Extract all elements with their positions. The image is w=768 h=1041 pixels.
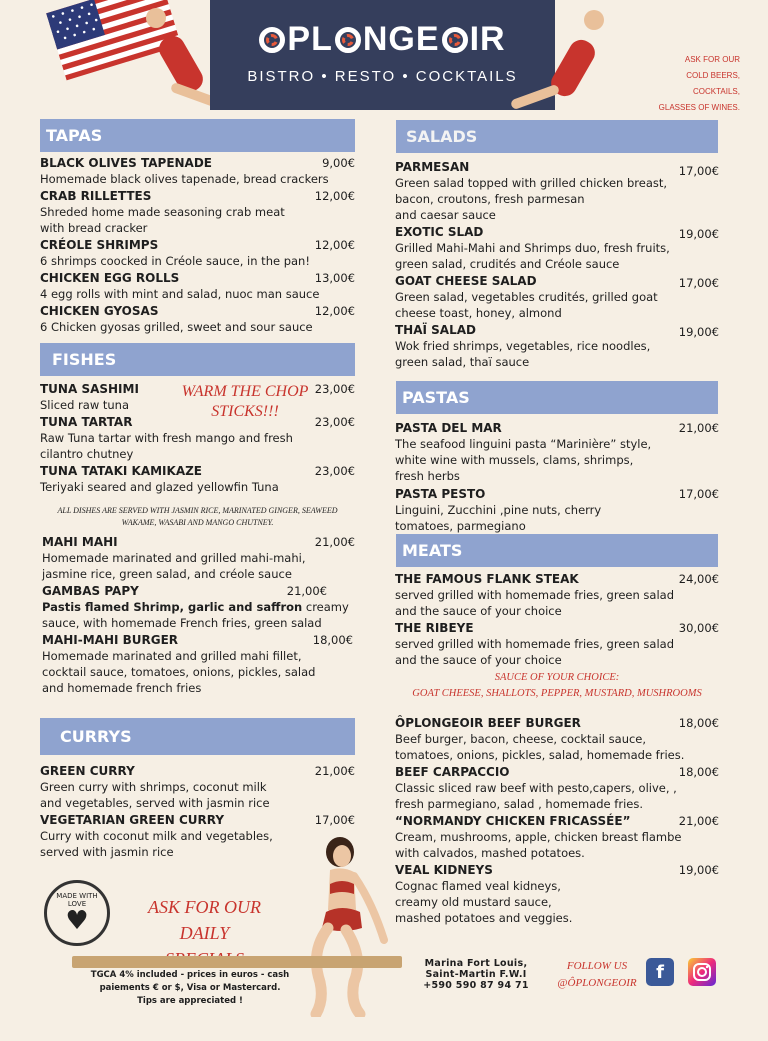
item-desc: and homemade french fries [42, 681, 202, 695]
menu-item [395, 421, 719, 484]
menu-item [395, 487, 719, 534]
item-name: VEGETARIAN GREEN CURRY [40, 813, 225, 827]
item-name: EXOTIC SLAD [395, 225, 484, 239]
item-desc: tomatoes, parmegiano [395, 519, 526, 533]
item-price: 9,00€ [322, 156, 355, 170]
section-bar-currys: CURRYS [40, 718, 355, 755]
brand-name-part: IR [469, 20, 506, 58]
item-name: THE RIBEYE [395, 621, 474, 635]
item-desc: sauce, with homemade French fries, green salad [42, 616, 322, 630]
item-desc: Cream, mushrooms, apple, chicken breast flambe [395, 830, 682, 844]
item-desc: fresh herbs [395, 469, 460, 483]
item-desc: with bread cracker [40, 221, 148, 235]
menu-item [395, 621, 719, 668]
item-price: 13,00€ [314, 271, 355, 285]
tax-note: TGCA 4% included - prices in euros - cash paiements € or $, Visa or Mastercard. Tips are appreciated ! [90, 970, 290, 1006]
item-name: CRAB RILLETTES [40, 189, 152, 203]
item-name: GREEN CURRY [40, 764, 135, 778]
section-bar-salads: SALADS [396, 120, 718, 153]
item-desc: Curry with coconut milk and vegetables, [40, 829, 273, 843]
address-block: Marina Fort Louis, Saint-Martin F.W.I +590 590 87 94 71 [423, 958, 529, 991]
menu-item [395, 572, 719, 619]
item-name: TUNA TATAKI KAMIKAZE [40, 464, 203, 478]
menu-item [40, 156, 355, 187]
menu-item [40, 633, 355, 696]
life-ring-icon [442, 27, 468, 53]
menu-item [40, 415, 355, 462]
item-name: THE FAMOUS FLANK STEAK [395, 572, 579, 586]
item-desc: Classic sliced raw beef with pesto,capers, olive, , [395, 781, 677, 795]
item-desc: cocktail sauce, tomatoes, onions, pickles, salad [42, 665, 316, 679]
section-bar-meats: MEATS [396, 534, 718, 567]
fishes-section [40, 382, 355, 696]
item-desc: Homemade marinated and grilled mahi fillet, [42, 649, 302, 663]
diver-illustration-left [140, 4, 210, 114]
item-desc: served with jasmin rice [40, 845, 174, 859]
item-desc: cilantro chutney [40, 447, 134, 461]
facebook-icon[interactable]: f [646, 958, 674, 986]
section-bar-tapas: TAPAS [40, 119, 355, 152]
item-desc: Green salad topped with grilled chicken breast, [395, 176, 668, 190]
item-desc: Green curry with shrimps, coconut milk [40, 780, 267, 794]
diving-board [72, 956, 402, 968]
item-price: 18,00€ [312, 633, 353, 647]
heart-icon: ♥ [65, 906, 89, 936]
item-price: 23,00€ [314, 415, 355, 429]
menu-item [40, 764, 355, 811]
item-desc: mashed potatoes and veggies. [395, 911, 573, 925]
item-desc: Grilled Mahi-Mahi and Shrimps duo, fresh fruits, [395, 241, 670, 255]
menu-item [395, 863, 719, 926]
item-name: PASTA PESTO [395, 487, 486, 501]
item-desc: Homemade marinated and grilled mahi-mahi, [42, 551, 306, 565]
item-price: 18,00€ [678, 765, 719, 779]
sauce-choice-note: SAUCE OF YOUR CHOICE: GOAT CHEESE, SHALLOTS, PEPPER, MUSTARD, MUSHROOMS [412, 672, 702, 699]
life-ring-icon [335, 27, 361, 53]
follow-us-note: FOLLOW US @ÔPLONGEOIR [557, 960, 637, 989]
item-name: “NORMANDY CHICKEN FRICASSÉE” [395, 814, 631, 828]
item-name: BEEF CARPACCIO [395, 765, 510, 779]
menu-item [395, 716, 719, 763]
item-desc: Teriyaki seared and glazed yellowfin Tuna [40, 480, 279, 494]
item-name: TUNA TARTAR [40, 415, 133, 429]
item-price: 12,00€ [314, 238, 355, 252]
item-name: TUNA SASHIMI [40, 382, 139, 396]
item-desc: jasmine rice, green salad, and créole sauce [42, 567, 292, 581]
item-desc: cheese toast, honey, almond [395, 306, 562, 320]
item-name: PASTA DEL MAR [395, 421, 502, 435]
item-price: 30,00€ [678, 621, 719, 635]
chopsticks-note: WARM THE CHOP STICKS!!! [181, 383, 309, 420]
menu-item [40, 535, 355, 582]
tapas-section [40, 156, 355, 335]
item-price: 21,00€ [678, 814, 719, 828]
item-price: 17,00€ [314, 813, 355, 827]
menu-item [395, 160, 719, 223]
brand-tagline: BISTRO • RESTO • COCKTAILS [247, 68, 518, 85]
menu-item [40, 304, 355, 335]
item-desc: creamy old mustard sauce, [395, 895, 552, 909]
item-desc: and vegetables, served with jasmin rice [40, 796, 270, 810]
item-desc: fresh parmegiano, salad , homemade fries. [395, 797, 643, 811]
menu-item [40, 382, 355, 413]
item-desc: Green salad, vegetables crudités, grilled goat [395, 290, 658, 304]
item-price: 12,00€ [314, 189, 355, 203]
item-desc: and the sauce of your choice [395, 653, 562, 667]
item-price: 19,00€ [678, 227, 719, 241]
item-desc: and caesar sauce [395, 208, 496, 222]
brand-name-part: PL [287, 20, 333, 58]
item-desc: Raw Tuna tartar with fresh mango and fresh [40, 431, 293, 445]
item-name: CHICKEN EGG ROLLS [40, 271, 180, 285]
menu-item [40, 584, 355, 631]
diver-illustration-right [540, 4, 610, 114]
item-name: ÔPLONGEOIR BEEF BURGER [395, 716, 581, 730]
menu-item [395, 274, 719, 321]
salads-section [395, 160, 719, 370]
menu-item [40, 238, 355, 269]
item-desc: Wok fried shrimps, vegetables, rice noodles, [395, 339, 651, 353]
item-desc: 6 Chicken gyosas grilled, sweet and sour sauce [40, 320, 313, 334]
item-desc: Sliced raw tuna [40, 398, 130, 412]
daily-specials-note: ASK FOR OUR DAILY [148, 897, 261, 943]
item-name: BLACK OLIVES TAPENADE [40, 156, 213, 170]
item-price: 17,00€ [678, 276, 719, 290]
item-name: VEAL KIDNEYS [395, 863, 493, 877]
item-desc: Cognac flamed veal kidneys, [395, 879, 561, 893]
item-desc: Beef burger, bacon, cheese, cocktail sauce, [395, 732, 647, 746]
instagram-icon[interactable] [688, 958, 716, 986]
item-desc: Pastis flamed Shrimp, garlic and saffron creamy [42, 600, 349, 614]
item-price: 12,00€ [314, 304, 355, 318]
item-desc: tomatoes, onions, pickles, salad, homemade fries. [395, 748, 685, 762]
brand-name-part: NGE [362, 20, 440, 58]
menu-item [40, 464, 355, 495]
item-price: 17,00€ [678, 487, 719, 501]
instagram-glyph [692, 962, 712, 982]
brand-header [210, 0, 555, 110]
item-price: 23,00€ [314, 382, 355, 396]
section-bar-pastas: PASTAS [396, 381, 718, 414]
made-with-love-seal: MADE WITH LOVE ♥ [44, 880, 110, 946]
item-desc: green salad, crudités and Créole sauce [395, 257, 620, 271]
item-name: MAHI-MAHI BURGER [42, 633, 179, 647]
item-price: 23,00€ [314, 464, 355, 478]
item-desc: with calvados, mashed potatoes. [395, 846, 585, 860]
ask-for-drinks-note: ASK FOR OUR COLD BEERS, COCKTAILS, GLASSES OF WINES. [658, 55, 740, 112]
item-desc: The seafood linguini pasta “Marinière” style, [395, 437, 652, 451]
item-name: GAMBAS PAPY [42, 584, 139, 598]
item-desc: served grilled with homemade fries, green salad [395, 637, 675, 651]
item-desc: white wine with mussels, clams, shrimps, [395, 453, 634, 467]
item-desc: Linguini, Zucchini ,pine nuts, cherry [395, 503, 602, 517]
item-name: CHICKEN GYOSAS [40, 304, 159, 318]
item-price: 18,00€ [678, 716, 719, 730]
item-desc: served grilled with homemade fries, green salad [395, 588, 675, 602]
item-price: 19,00€ [678, 325, 719, 339]
brand-logo [210, 20, 555, 59]
menu-item [40, 189, 355, 236]
menu-item [395, 323, 719, 370]
item-price: 21,00€ [314, 535, 355, 549]
item-name: GOAT CHEESE SALAD [395, 274, 537, 288]
item-price: 17,00€ [678, 164, 719, 178]
item-name: MAHI MAHI [42, 535, 118, 549]
menu-item [395, 225, 719, 272]
item-name: CRÉOLE SHRIMPS [40, 238, 159, 252]
item-price: 19,00€ [678, 863, 719, 877]
item-price: 24,00€ [678, 572, 719, 586]
item-name: THAÏ SALAD [395, 323, 476, 337]
item-price: 21,00€ [286, 584, 327, 598]
item-desc: bacon, croutons, fresh parmesan [395, 192, 585, 206]
served-with-note: ALL DISHES ARE SERVED WITH JASMIN RICE, MARINATED GINGER, SEAWEED WAKAME, WASABI AND MANGO CHUTNEY. [57, 506, 338, 527]
item-desc: green salad, thaï sauce [395, 355, 530, 369]
item-name: PARMESAN [395, 160, 470, 174]
item-desc: Homemade black olives tapenade, bread crackers [40, 172, 329, 186]
item-desc: Shreded home made seasoning crab meat [40, 205, 285, 219]
menu-item [40, 271, 355, 302]
menu-item [395, 814, 719, 861]
pastas-section [395, 421, 719, 534]
item-price: 21,00€ [678, 421, 719, 435]
pinup-illustration [290, 832, 390, 1017]
meats-section [395, 572, 719, 926]
menu-item [395, 765, 719, 812]
item-desc: 6 shrimps coocked in Créole sauce, in the pan! [40, 254, 310, 268]
section-bar-fishes: FISHES [40, 343, 355, 376]
item-price: 21,00€ [314, 764, 355, 778]
item-desc: 4 egg rolls with mint and salad, nuoc man sauce [40, 287, 320, 301]
item-desc: and the sauce of your choice [395, 604, 562, 618]
life-ring-icon [259, 27, 285, 53]
